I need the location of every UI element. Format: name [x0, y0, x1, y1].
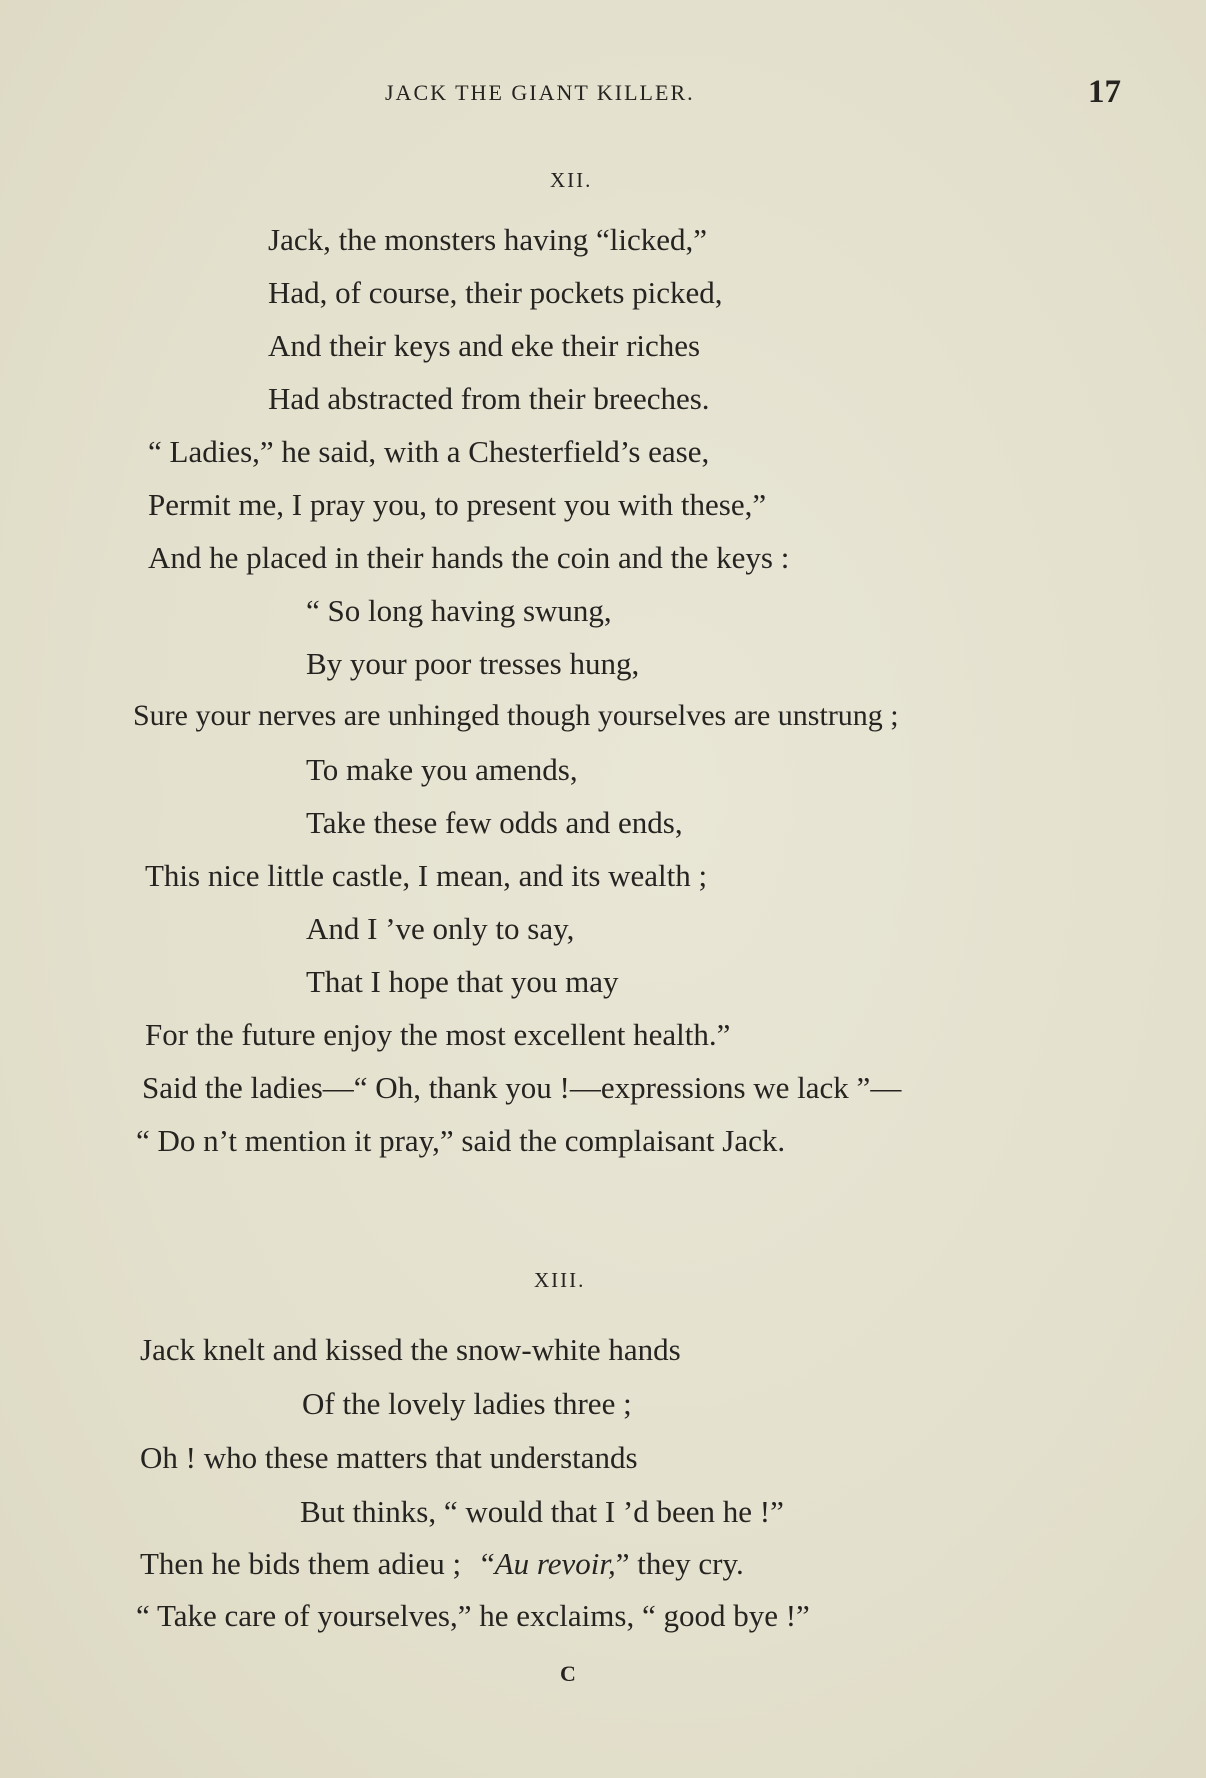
poem-line-text: Then he bids them adieu ; [140, 1546, 462, 1581]
poem-line: And I ’ve only to say, [306, 911, 575, 946]
poem-line: That I hope that you may [306, 964, 619, 999]
poem-line: “ So long having swung, [306, 593, 612, 628]
section-heading-xii: XII. [550, 168, 593, 192]
poem-line: Said the ladies—“ Oh, thank you !—expressions we lack ”— [142, 1070, 902, 1105]
poem-line: Jack knelt and kissed the snow-white hands [140, 1332, 681, 1367]
poem-line: Sure your nerves are unhinged though yourselves are unstrung ; [133, 699, 899, 732]
quote-close: ” they cry. [615, 1546, 744, 1581]
poem-line: Had abstracted from their breeches. [268, 381, 710, 416]
running-title: JACK THE GIANT KILLER. [385, 80, 695, 105]
poem-line: This nice little castle, I mean, and its wealth ; [145, 858, 708, 893]
page-number: 17 [1088, 74, 1121, 110]
poem-line: But thinks, “ would that I ’d been he !” [300, 1494, 784, 1529]
poem-line: Of the lovely ladies three ; [302, 1386, 632, 1421]
signature-mark: C [560, 1661, 576, 1686]
poem-line: And their keys and eke their riches [268, 328, 701, 363]
poem-line: Oh ! who these matters that understands [140, 1440, 638, 1475]
poem-line [140, 1548, 744, 1579]
poem-line: Had, of course, their pockets picked, [268, 275, 723, 310]
poem-line: And he placed in their hands the coin and the keys : [148, 540, 790, 575]
poem-line: For the future enjoy the most excellent health.” [145, 1017, 731, 1052]
poem-line: Permit me, I pray you, to present you with these,” [148, 487, 767, 522]
poem-line: By your poor tresses hung, [306, 646, 640, 681]
poem-line: “ Take care of yourselves,” he exclaims, “ good bye !” [136, 1598, 810, 1633]
poem-line: Take these few odds and ends, [306, 805, 683, 840]
poem-line: Jack, the monsters having “licked,” [268, 222, 708, 257]
italic-phrase: Au revoir, [494, 1546, 616, 1581]
section-heading-xiii: XIII. [534, 1268, 586, 1292]
poem-line: “ Ladies,” he said, with a Chesterfield’s ease, [148, 434, 710, 469]
quote-open: “ [480, 1546, 495, 1581]
poem-line: To make you amends, [306, 752, 578, 787]
poem-line: “ Do n’t mention it pray,” said the complaisant Jack. [136, 1123, 786, 1158]
